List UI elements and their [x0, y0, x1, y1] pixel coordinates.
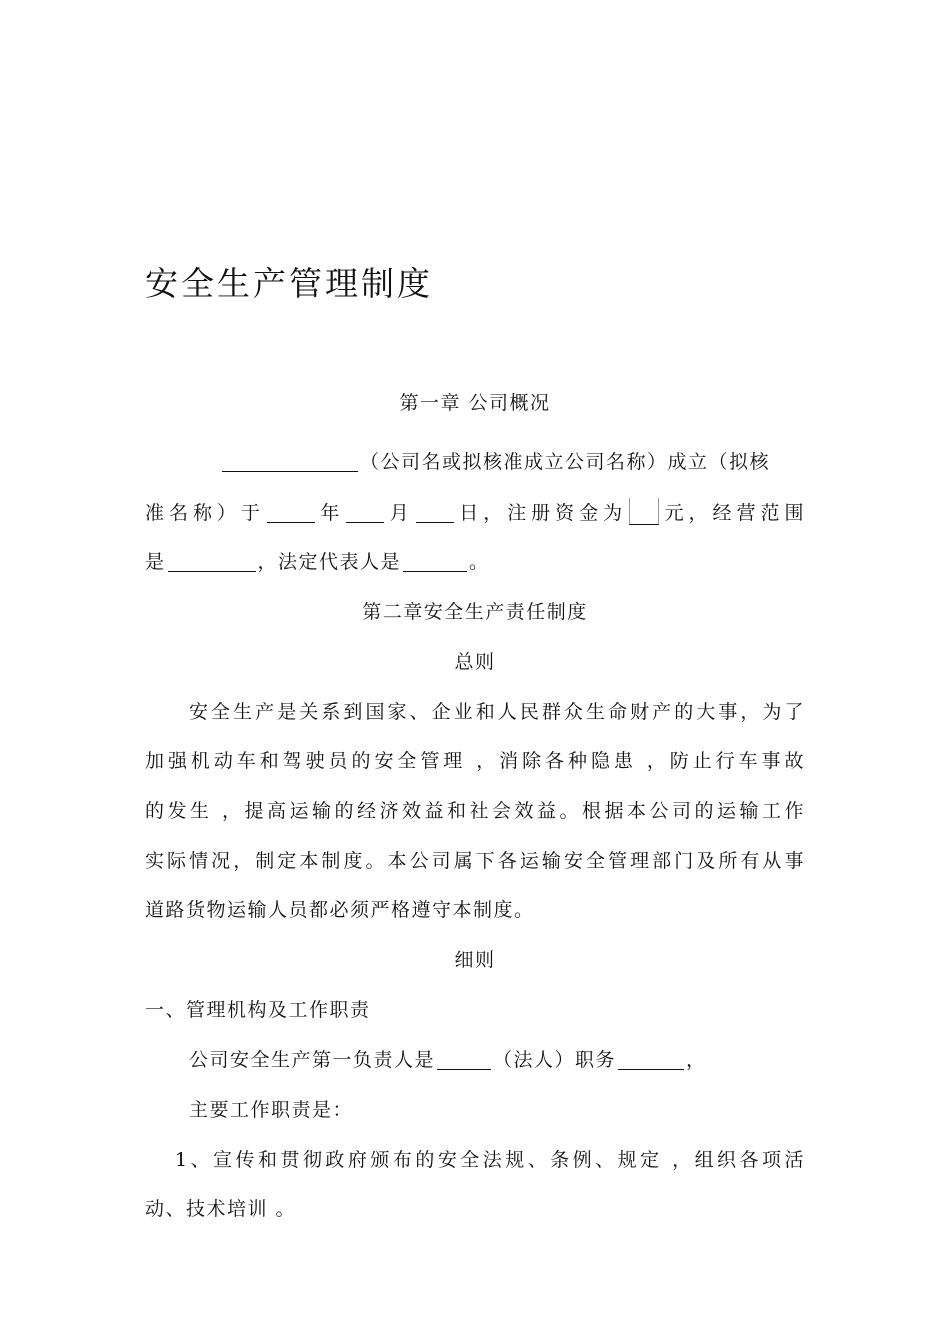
line-text: （法人）职务: [493, 1049, 617, 1071]
chapter2-heading: 第二章安全生产责任制度: [362, 601, 588, 623]
legal-rep-blank: [403, 549, 467, 572]
position-blank: [618, 1047, 684, 1070]
line-text: 公司安全生产第一负责人是: [189, 1049, 436, 1071]
line-text: 。: [469, 551, 490, 573]
chapter1-paragraph-line3: [145, 548, 805, 576]
duty1-line1: 1、宣传和贯彻政府颁布的安全法规、条例、规定 ，组织各项活: [175, 1149, 805, 1171]
chapter1-heading: 第一章 公司概况: [399, 392, 551, 414]
general-line: 实际情况，制定本制度。本公司属下各运输安全管理部门及所有从事: [145, 850, 805, 872]
general-line: 的发生 ，提高运输的经济效益和社会效益。根据本公司的运输工作: [145, 800, 805, 822]
company-name-blank: [222, 449, 358, 472]
business-scope-blank: [168, 549, 256, 572]
line-text: （公司名或拟核准成立公司名称）成立（拟核: [360, 451, 771, 473]
line-text: 是: [145, 551, 166, 573]
line-text: ，: [686, 1049, 707, 1071]
year-blank: [267, 500, 315, 523]
general-line: 安全生产是关系到国家、企业和人民群众生命财产的大事，为了: [189, 701, 805, 723]
duties-label: 主要工作职责是：: [189, 1099, 354, 1121]
line-text: 年: [316, 502, 345, 524]
chapter1-paragraph-line1: [145, 448, 805, 476]
chapter1-paragraph-line2: [145, 498, 805, 527]
month-blank: [346, 500, 384, 523]
document-title: 安全生产管理制度: [145, 264, 433, 303]
capital-blank: [629, 498, 659, 525]
line-text: 日，注册资金为: [455, 502, 628, 524]
section1-heading: 一、管理机构及工作职责: [145, 999, 371, 1021]
line-text: 月: [386, 502, 414, 524]
duty1-line2: 动、技术培训 。: [145, 1198, 297, 1220]
day-blank: [416, 500, 454, 523]
responsible-name-blank: [437, 1047, 491, 1070]
general-heading: 总则: [454, 651, 496, 673]
line-text: 准名称）于: [145, 502, 265, 524]
line-text: 元，经营范围: [661, 502, 805, 524]
line-text: ，法定代表人是: [257, 551, 402, 573]
general-line: 加强机动车和驾驶员的安全管理 ，消除各种隐患 ，防止行车事故: [145, 750, 805, 772]
details-heading: 细则: [454, 949, 496, 971]
responsible-person-line: [145, 1046, 805, 1074]
general-line: 道路货物运输人员都必须严格遵守本制度。: [145, 899, 535, 921]
